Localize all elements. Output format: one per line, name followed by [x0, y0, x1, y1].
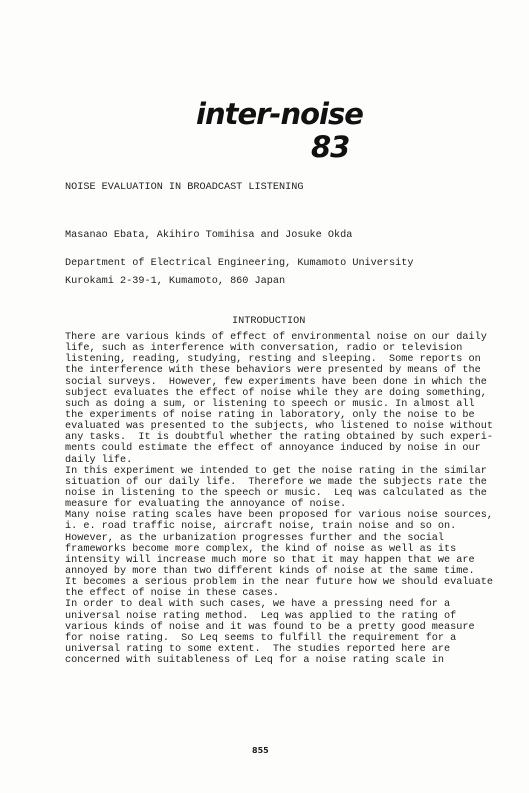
body-line: daily life. [65, 454, 133, 466]
author-affiliation: Department of Electrical Engineering, Kumamoto University [65, 258, 414, 269]
body-line: In order to deal with such cases, we have a pressing need for a [65, 599, 451, 611]
body-line: evaluated was presented to the subjects, who listened to noise without [65, 421, 493, 433]
logo-text-line2: 83 [311, 130, 350, 164]
author-address: Kurokami 2-39-1, Kumamoto, 860 Japan [65, 276, 286, 287]
body-line: the interference with these behaviors were presented by means of the [65, 365, 481, 377]
body-line: universal noise rating method. Leq was applied to the rating of [65, 610, 457, 622]
body-line: any tasks. It is doubtful whether the rating obtained by such experi- [65, 432, 493, 444]
body-line: life, such as interference with conversation, radio or television [65, 343, 463, 355]
body-line: the experiments of noise rating in laboratory, only the noise to be [65, 409, 475, 421]
body-line: However, as the urbanization progresses further and the social [65, 532, 445, 544]
body-line: intensity will increase much more so that it may happen that we are [65, 554, 475, 566]
body-line: annoyed by more than two different kinds of noise at the same time. [65, 565, 475, 577]
body-line: universal rating to some extent. The studies reported here are [65, 643, 451, 655]
body-line: It becomes a serious problem in the near future how we should evaluate [65, 577, 493, 589]
body-line: concerned with suitableness of Leq for a noise rating scale in [65, 655, 445, 667]
body-text [65, 332, 493, 667]
logo-text-line1: inter-noise [196, 97, 363, 131]
body-line: such as doing a sum, or listening to speech or music. In almost all [65, 398, 475, 410]
body-line: measure for evaluating the annoyance of noise. [65, 499, 347, 511]
paper-authors: Masanao Ebata, Akihiro Tomihisa and Josuke Okda [65, 230, 353, 241]
body-line: In this experiment we intended to get the noise rating in the similar [65, 465, 487, 477]
body-line: listening, reading, studying, resting and sleeping. Some reports on [65, 354, 481, 366]
body-line: Many noise rating scales have been proposed for various noise sources, [65, 510, 493, 522]
body-line: various kinds of noise and it was found to be a pretty good measure [65, 621, 475, 633]
page-number: 855 [252, 746, 269, 755]
body-line: for noise rating. So Leq seems to fulfill the requirement for a [65, 632, 457, 644]
body-line: ments could estimate the effect of annoyance induced by noise in our [65, 443, 481, 455]
paper-title: NOISE EVALUATION IN BROADCAST LISTENING [65, 182, 304, 193]
body-line: situation of our daily life. Therefore we made the subjects rate the [65, 476, 487, 488]
body-line: social surveys. However, few experiments have been done in which the [65, 376, 487, 388]
body-line: frameworks become more complex, the kind of noise as well as its [65, 543, 457, 555]
body-line: noise in listening to the speech or music. Leq was calculated as the [65, 487, 487, 499]
body-line: There are various kinds of effect of environmental noise on our daily [65, 332, 487, 343]
section-heading: INTRODUCTION [232, 316, 306, 327]
body-line: i. e. road traffic noise, aircraft noise, train noise and so on. [65, 521, 457, 533]
body-line: subject evaluates the effect of noise while they are doing something, [65, 387, 487, 399]
body-line: the effect of noise in these cases. [65, 588, 279, 600]
